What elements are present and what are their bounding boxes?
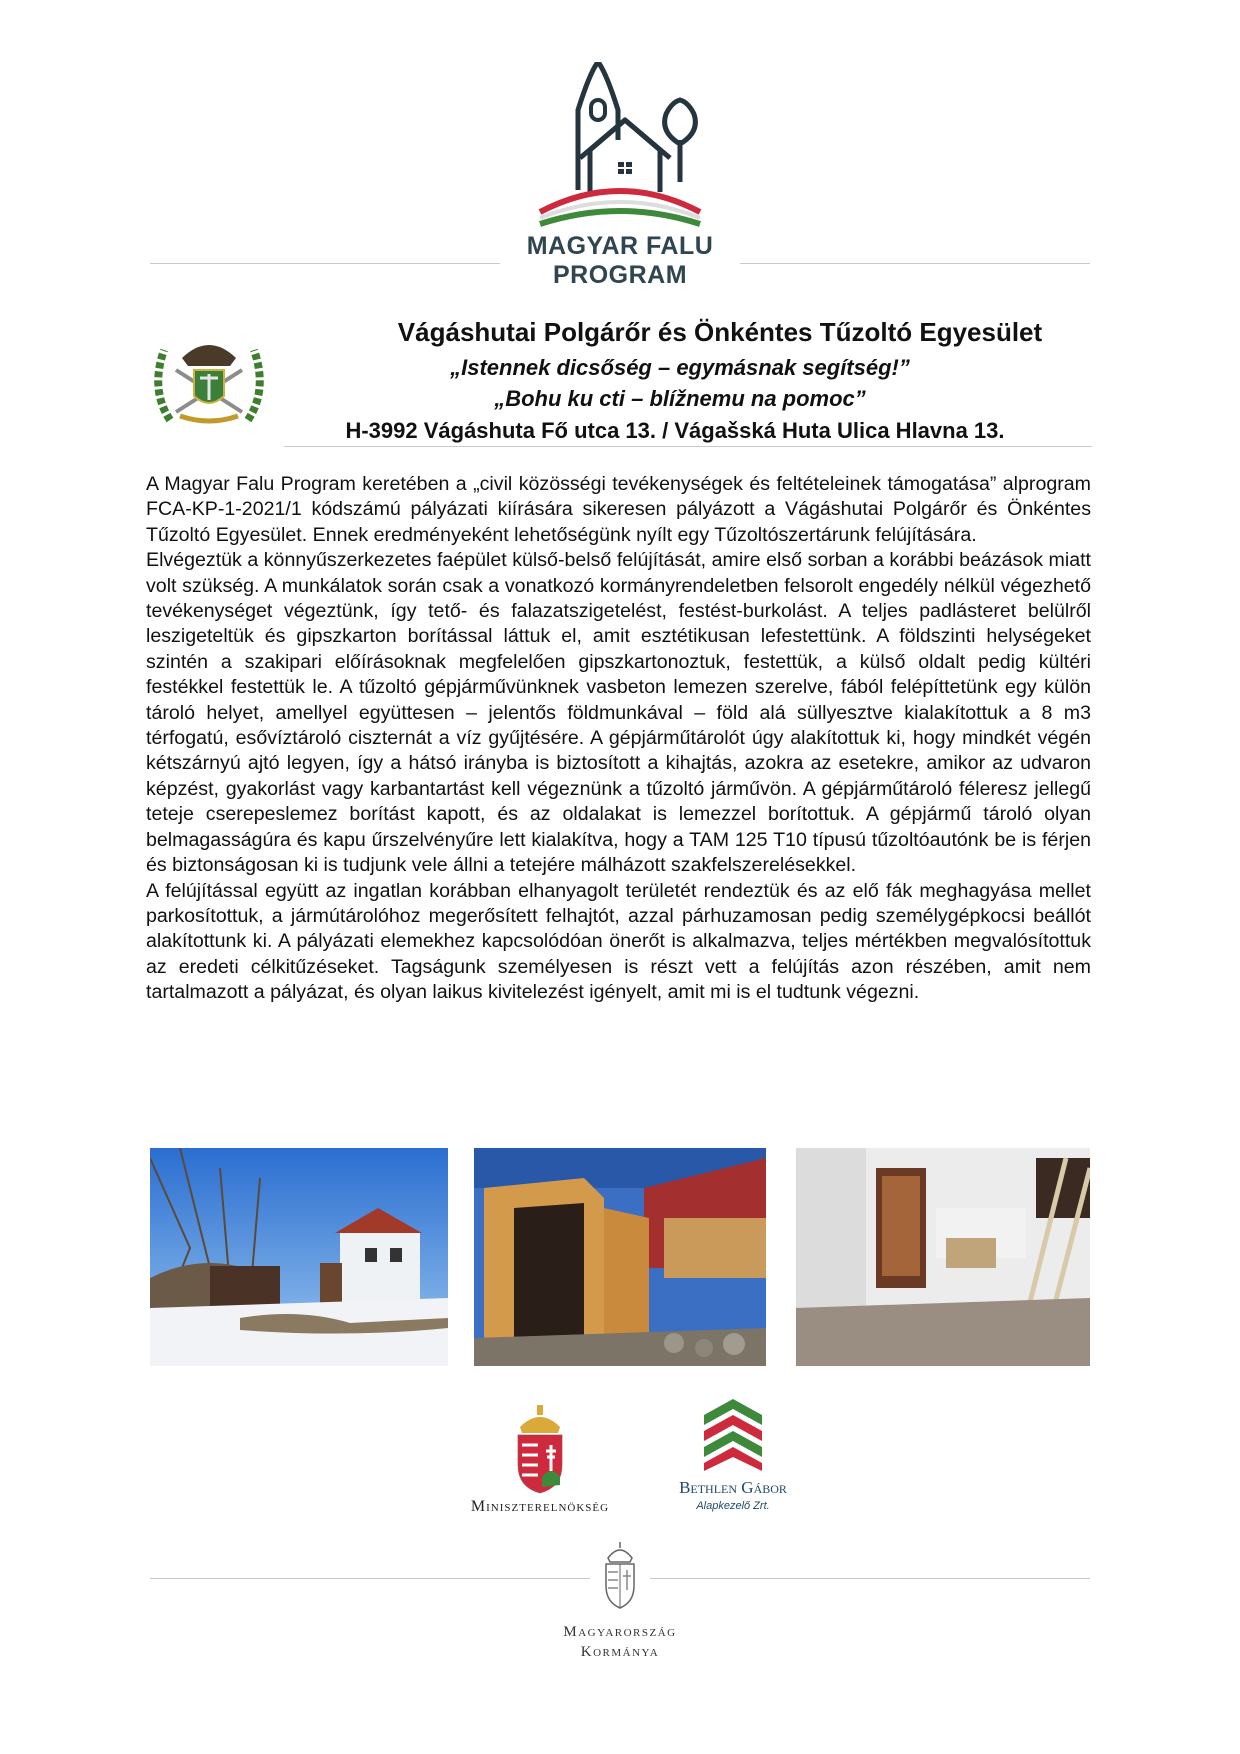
article-body: [146, 472, 1091, 1006]
address-underline: [284, 446, 1092, 447]
paragraph-intro: A Magyar Falu Program keretében a „civil közösségi tevékenységek és feltételeinek támogatása” alprogram FCA-KP-1-2021/1 kódszámú pályázati kiírására sikeresen pályázott a Vágáshutai Polgárőr és Önkéntes Tűzoltó Egyesület. Ennek eredményeként lehetőségünk nyílt egy Tűzoltószertárunk felújítására.: [146, 473, 1091, 546]
bethlen-chevron-icon: [700, 1395, 766, 1475]
header-divider-right: [740, 263, 1090, 264]
hungarian-crest-outline-icon: [600, 1540, 640, 1610]
organization-emblem: [150, 330, 268, 430]
footer-divider-left: [150, 1578, 590, 1579]
photo-fire-station-exterior: [150, 1148, 448, 1366]
bethlen-gabor-name: Bethlen Gábor: [679, 1478, 787, 1497]
bethlen-gabor-subtitle: Alapkezelő Zrt.: [696, 1500, 770, 1512]
brand-title-line1: MAGYAR FALU: [526, 232, 714, 260]
paragraph-landscaping: A felújítással együtt az ingatlan korábban elhanyagolt területét rendeztük és az elő fák meghagyása mellet parkosítottuk, a jármútárolóhoz megerősített felhajtót, azzal párhuzamosan pedig személygépkocsi beállót alakítottunk ki. A pályázati elemekhez kapcsolódóan önerőt is alkalmazva, teljes mértékben megvalósítottuk az eredeti célkitűzéseket. Tagságunk személyesen is részt vett a felújítás azon részében, amit nem tartalmazott a pályázat, és olyan laikus kivitelezést igényelt, amit mi is el tudtunk végezni.: [146, 879, 1091, 1004]
motto-hungarian: „Istennek dicsőség – egymásnak segítség!”: [450, 355, 910, 380]
hungarian-coat-of-arms-icon: [510, 1405, 570, 1495]
bethlen-gabor-logo: [700, 1395, 766, 1475]
organization-name: Vágáshutai Polgárőr és Önkéntes Tűzoltó Egyesület: [397, 317, 1043, 347]
photo-vehicle-shelter: [474, 1148, 766, 1366]
government-name-line1: Magyarország: [563, 1624, 677, 1640]
fire-brigade-crest-icon: [150, 330, 268, 430]
motto-slovak: „Bohu ku cti – blížnemu na pomoc”: [494, 386, 866, 411]
photo-renovated-interior: [796, 1148, 1090, 1366]
magyar-falu-program-logo: [520, 62, 720, 232]
header-divider-left: [150, 263, 500, 264]
footer-divider-right: [650, 1578, 1090, 1579]
government-name-line2: Kormánya: [580, 1644, 660, 1660]
ministry-coat-of-arms: [510, 1405, 570, 1495]
organization-address: H-3992 Vágáshuta Fő utca 13. / Vágašská Huta Ulica Hlavna 13.: [345, 418, 1005, 443]
paragraph-renovation: Elvégeztük a könnyűszerkezetes faépület külső-belső felújítását, amire első sorban a korábbi beázások miatt volt szükség. A munkálatok során csak a vonatkozó kormányrendeletben felsorolt engedély nélkül végezhető tevékenységet végeztünk, így tető- és falazatszigetelést, festést-burkolást. A teljes padlásteret belülről leszigeteltük és gipszkarton borítással láttuk el, amit esztétikusan lefestettünk. A földszinti helységeket szintén a szakipari előírásoknak megfelelően gipszkartonoztuk, festettük, a külső oldalt pedig kültéri festékkel festettük le. A tűzoltó gépjárművünknek vasbeton lemezen szerelve, fából felépíttetünk egy külön tároló helyet, amellyel együttesen – jelentős földmunkával – föld alá süllyesztve kialakítottuk a 8 m3 térfogatú, esővíztároló ciszternát a víz gyűjtésére. A gépjárműtárolót úgy alakítottuk ki, hogy mindkét végén kétszárnyú ajtó legyen, így a hátsó irányba is biztosított a kihajtás, azokra az esetekre, amikor az udvaron képzést, gyakorlást vagy karbantartást kell végeznünk a tűzoltó járművön. A gépjárműtároló féleresz jellegű teteje cserepeslemez borítást kapott, és az oldalakat is lemezzel borítottuk. A gépjármű tároló olyan belmagasságúra és kapu űrszelvényűre lett kialakítva, hogy a TAM 125 T10 típusú tűzoltóautónk be is férjen és biztonságosan ki is tudjunk vele állni a tetejére málházott szakfelszerelésekkel.: [146, 549, 1091, 877]
ministry-name: Miniszterelnökség: [470, 1498, 610, 1515]
government-coat-of-arms: [600, 1540, 640, 1610]
brand-title-line2: PROGRAM: [552, 261, 688, 289]
village-church-icon: [520, 62, 720, 232]
